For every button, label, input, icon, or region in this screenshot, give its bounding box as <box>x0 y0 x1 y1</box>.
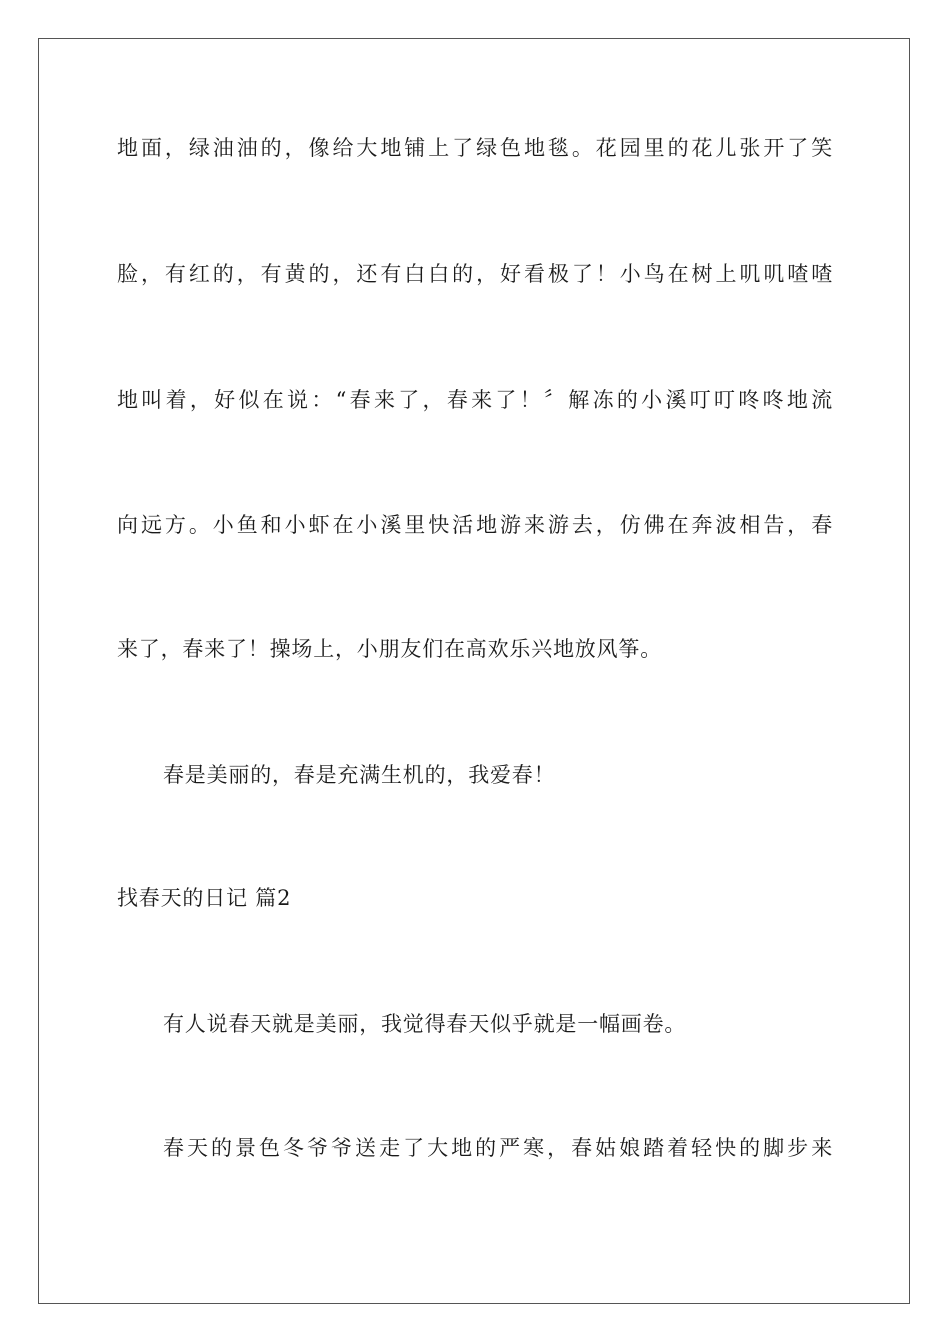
paragraph-line: 来了，春来了！操场上，小朋友们在高欢乐兴地放风筝。 <box>117 637 662 661</box>
paragraph-line: 春天的景色冬爷爷送走了大地的严寒，春姑娘踏着轻快的脚步来 <box>163 1136 833 1160</box>
paragraph-line: 脸，有红的，有黄的，还有白白的，好看极了！小鸟在树上叽叽喳喳 <box>117 262 833 286</box>
paragraph-line: 地叫着，好似在说：“春来了，春来了！〞解冻的小溪叮叮咚咚地流 <box>117 388 833 412</box>
paragraph-line: 向远方。小鱼和小虾在小溪里快活地游来游去，仿佛在奔波相告，春 <box>117 513 833 537</box>
paragraph-line: 地面，绿油油的，像给大地铺上了绿色地毯。花园里的花儿张开了笑 <box>117 136 833 160</box>
paragraph-line: 春是美丽的，春是充满生机的，我爱春！ <box>163 763 556 787</box>
section-heading: 找春天的日记 篇2 <box>117 886 292 910</box>
page-border <box>38 38 910 1304</box>
paragraph-line: 有人说春天就是美丽，我觉得春天似乎就是一幅画卷。 <box>163 1012 687 1036</box>
